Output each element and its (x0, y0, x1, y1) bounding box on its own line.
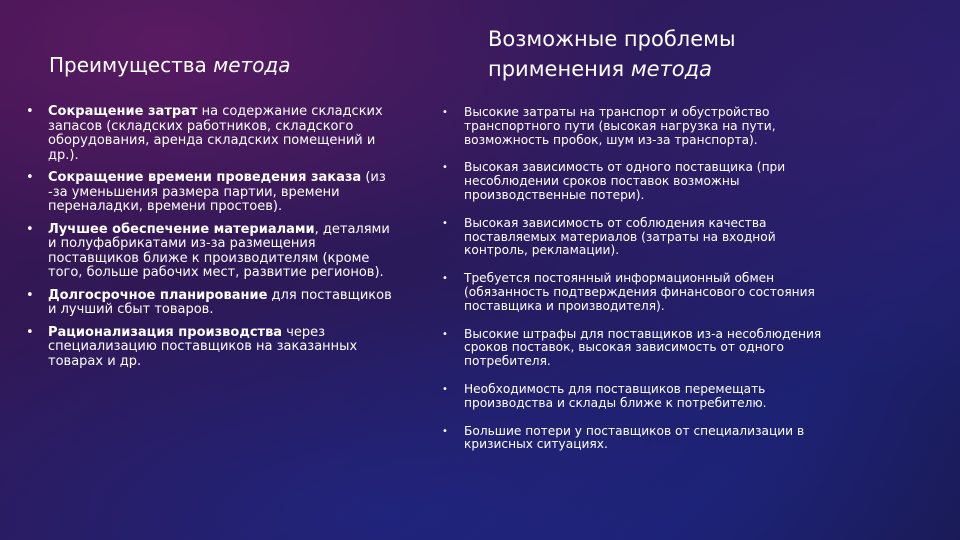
advantage-item (26, 326, 400, 370)
bullet-icon: • (442, 383, 448, 395)
advantages-heading-text: Преимущества (49, 53, 214, 77)
bullet-icon: • (26, 287, 34, 303)
bullet-icon: • (442, 217, 448, 229)
problems-heading-line2-text: применения (488, 57, 631, 82)
problem-item (441, 217, 831, 258)
problem-text: Высокие затраты на транспорт и обустройство транспортного пути (высокая нагрузка на пути, возможность пробок, шум из-за транспорта). (464, 105, 776, 147)
problem-text: Высокая зависимость от соблюдения качества поставляемых материалов (затраты на входной контроль, рекламации). (464, 215, 776, 258)
bullet-icon: • (26, 324, 34, 340)
advantage-item (26, 223, 400, 281)
problem-text: Необходимость для поставщиков перемещать производства и склады ближе к потребителю. (464, 381, 767, 410)
advantages-heading (49, 53, 291, 78)
advantage-title: Долгосрочное планирование (48, 287, 268, 303)
problems-heading-line2 (488, 54, 736, 84)
problems-heading-line1: Возможные проблемы (488, 27, 736, 51)
problem-text: Требуется постоянный информационный обмен (обязанность подтверждения финансового состояния поставщика и производителя). (464, 271, 815, 313)
problems-list (441, 106, 831, 466)
problem-item (441, 272, 831, 313)
problems-heading (488, 24, 736, 85)
bullet-icon: • (26, 104, 34, 119)
problems-heading-italic: метода (630, 57, 713, 82)
advantage-item (26, 171, 400, 215)
problem-text: Высокая зависимость от одного поставщика (при несоблюдении сроков поставок возможны производственные потери). (464, 160, 786, 202)
problem-text: Большие потери у поставщиков от специализации в кризисных ситуациях. (464, 423, 805, 452)
advantages-list (26, 105, 400, 377)
advantage-text: , деталями и полуфабрикатами из-за размещения поставщиков ближе к производителям (кроме того, больше рабочих мест, развитие регионов). (48, 221, 390, 280)
bullet-icon: • (26, 170, 34, 185)
advantage-item (26, 289, 400, 318)
advantage-text: (из -за уменьшения размера партии, времени переналадки, времени простоев). (48, 170, 386, 214)
problem-item (441, 161, 831, 202)
problem-item (441, 106, 831, 147)
problem-item (441, 425, 831, 453)
problem-item (441, 328, 831, 369)
advantage-text: на содержание складских запасов (складских работников, складского оборудования, аренда складских помещений и др.). (48, 104, 383, 163)
problem-text: Высокие штрафы для поставщиков из-а несоблюдения сроков поставок, высокая зависимость от одного потребителя. (464, 326, 822, 369)
advantage-title: Рационализация производства (48, 324, 283, 340)
bullet-icon: • (26, 221, 34, 237)
bullet-icon: • (442, 328, 448, 340)
advantage-text: через специализацию поставщиков на заказанных товарах и др. (48, 324, 358, 369)
bullet-icon: • (442, 162, 448, 174)
advantage-title: Сокращение времени проведения заказа (48, 170, 362, 185)
bullet-icon: • (442, 425, 448, 437)
advantage-title: Сокращение затрат (48, 104, 198, 119)
advantage-item (26, 105, 400, 163)
bullet-icon: • (442, 107, 448, 118)
bullet-icon: • (442, 273, 448, 285)
advantage-text: для поставщиков и лучший сбыт товаров. (48, 287, 392, 317)
advantages-heading-italic: метода (213, 53, 291, 77)
advantage-title: Лучшее обеспечение материалами (48, 221, 315, 237)
problem-item (441, 383, 831, 411)
